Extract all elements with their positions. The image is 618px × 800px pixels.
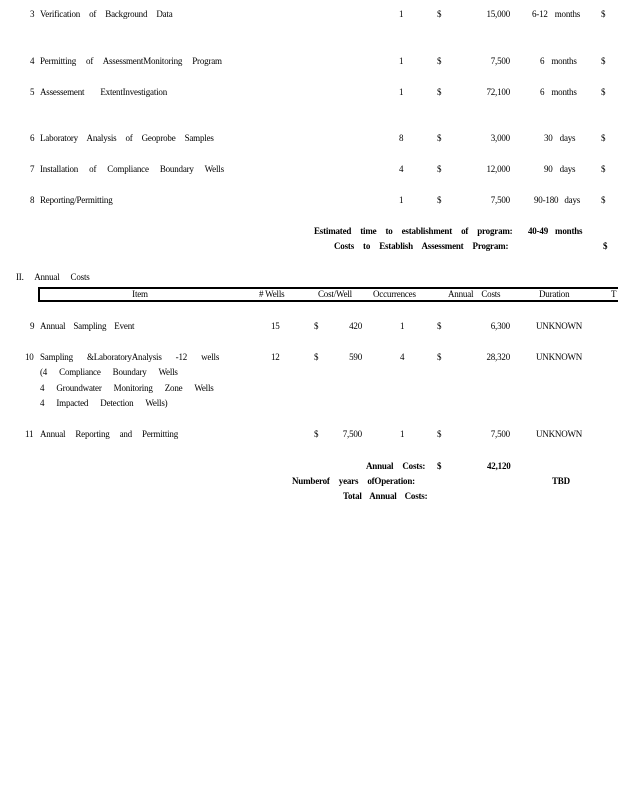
item-description: Verification of Background Data xyxy=(40,9,173,19)
item-number: 10 xyxy=(25,352,34,362)
dollar-sign: $ xyxy=(601,195,606,205)
item-cost: 12,000 xyxy=(486,164,510,174)
item-cost: 72,100 xyxy=(486,87,510,97)
item-duration: UNKNOWN xyxy=(536,321,583,331)
dollar-sign: $ xyxy=(314,352,319,362)
item-quantity: 1 xyxy=(399,87,404,97)
item-duration: UNKNOWN xyxy=(536,429,583,439)
item-number: 5 xyxy=(30,87,35,97)
item-description: Reporting/Permitting xyxy=(40,195,113,205)
item-number: 7 xyxy=(30,164,35,174)
item-quantity: 8 xyxy=(399,133,404,143)
item-occurrences: 4 xyxy=(400,352,405,362)
dollar-sign: $ xyxy=(437,56,442,66)
item-number: 4 xyxy=(30,56,35,66)
item-duration: 90 days xyxy=(544,164,576,174)
item-annual-cost: 28,320 xyxy=(486,352,510,362)
item-wells: 12 xyxy=(271,352,280,362)
costs-to-establish-label: Costs to Establish Assessment Program: xyxy=(334,241,509,251)
item-description: Permitting of AssessmentMonitoring Program xyxy=(40,56,222,66)
annual-costs-label: Annual Costs: xyxy=(366,461,426,471)
dollar-sign: $ xyxy=(437,133,442,143)
dollar-sign: $ xyxy=(437,195,442,205)
time-to-establishment-label: Estimated time to establishment of program: xyxy=(314,226,513,236)
column-header-annual-costs: Annual Costs xyxy=(448,289,501,299)
item-number: 8 xyxy=(30,195,35,205)
item-description: Assessement ExtentInvestigation xyxy=(40,87,168,97)
dollar-sign: $ xyxy=(601,56,606,66)
column-header-total: T xyxy=(611,289,617,299)
dollar-sign: $ xyxy=(601,9,606,19)
item-annual-cost: 6,300 xyxy=(490,321,510,331)
dollar-sign: $ xyxy=(314,321,319,331)
item-duration: 30 days xyxy=(544,133,576,143)
item-cost: 3,000 xyxy=(490,133,510,143)
item-number: 3 xyxy=(30,9,35,19)
item-description: Laboratory Analysis of Geoprobe Samples xyxy=(40,133,214,143)
item-duration: 90-180 days xyxy=(534,195,581,205)
item-number: 9 xyxy=(30,321,35,331)
dollar-sign: $ xyxy=(437,321,442,331)
dollar-sign: $ xyxy=(437,164,442,174)
item-cost: 15,000 xyxy=(486,9,510,19)
item-quantity: 4 xyxy=(399,164,404,174)
dollar-sign: $ xyxy=(437,352,442,362)
item-cost: 7,500 xyxy=(490,195,510,205)
item-duration: UNKNOWN xyxy=(536,352,583,362)
item-duration: 6-12 months xyxy=(532,9,581,19)
item-sub-line: 4 Groundwater Monitoring Zone Wells xyxy=(40,383,214,393)
item-cost-well: 420 xyxy=(349,321,362,331)
item-quantity: 1 xyxy=(399,9,404,19)
dollar-sign: $ xyxy=(437,87,442,97)
dollar-sign: $ xyxy=(437,429,442,439)
item-duration: 6 months xyxy=(540,87,577,97)
item-duration: 6 months xyxy=(540,56,577,66)
column-header-duration: Duration xyxy=(539,289,570,299)
column-header-wells: # Wells xyxy=(259,289,285,299)
dollar-sign: $ xyxy=(601,164,606,174)
dollar-sign: $ xyxy=(601,133,606,143)
item-cost-well: 7,500 xyxy=(342,429,362,439)
item-wells: 15 xyxy=(271,321,280,331)
dollar-sign: $ xyxy=(437,461,442,471)
item-quantity: 1 xyxy=(399,195,404,205)
column-header-item: Item xyxy=(132,289,148,299)
item-sub-line: 4 Impacted Detection Wells) xyxy=(40,398,168,408)
item-annual-cost: 7,500 xyxy=(490,429,510,439)
item-description: Sampling &LaboratoryAnalysis -12 wells xyxy=(40,352,220,362)
item-cost: 7,500 xyxy=(490,56,510,66)
item-cost-well: 590 xyxy=(349,352,362,362)
years-of-operation-value: TBD xyxy=(552,476,570,486)
item-number: 11 xyxy=(25,429,34,439)
item-description: Annual Sampling Event xyxy=(40,321,135,331)
years-of-operation-label: Numberof years ofOperation: xyxy=(292,476,415,486)
item-description: Installation of Compliance Boundary Wells xyxy=(40,164,224,174)
dollar-sign: $ xyxy=(314,429,319,439)
dollar-sign: $ xyxy=(437,9,442,19)
total-annual-costs-label: Total Annual Costs: xyxy=(343,491,428,501)
time-to-establishment-value: 40-49 months xyxy=(528,226,583,236)
column-header-cost-well: Cost/Well xyxy=(318,289,352,299)
item-occurrences: 1 xyxy=(400,429,405,439)
section-title: II. Annual Costs xyxy=(16,272,90,282)
annual-costs-value: 42,120 xyxy=(487,461,511,471)
item-description: Annual Reporting and Permitting xyxy=(40,429,179,439)
dollar-sign: $ xyxy=(603,241,608,251)
item-quantity: 1 xyxy=(399,56,404,66)
dollar-sign: $ xyxy=(601,87,606,97)
column-header-occurrences: Occurrences xyxy=(373,289,416,299)
item-occurrences: 1 xyxy=(400,321,405,331)
item-sub-line: (4 Compliance Boundary Wells xyxy=(40,367,178,377)
item-number: 6 xyxy=(30,133,35,143)
